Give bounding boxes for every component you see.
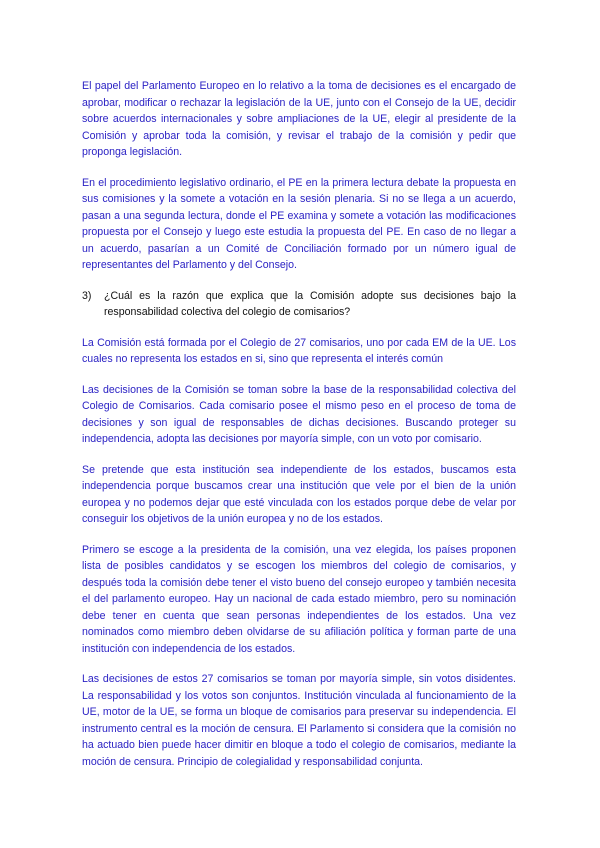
question-number: 3) bbox=[82, 289, 92, 302]
paragraph-commission-composition: La Comisión está formada por el Colegio de 27 comisarios, uno por cada EM de la UE. Los cuales no representa los estados en si, sino que representa el interés común bbox=[82, 336, 516, 365]
paragraph-independence: Se pretende que esta institución sea independiente de los estados, buscamos esta independencia porque buscamos crear una institución que vele por el bien de la unión europea y no podemos dejar que esté vinculada con los estados porque debe de velar por conseguir los objetivos de la unión europea y no de los estados. bbox=[82, 463, 516, 525]
paragraph-decision-making: Las decisiones de estos 27 comisarios se toman por mayoría simple, sin votos disidentes. La responsabilidad y los votos son conjuntos. Institución vinculada al funcionamiento de la UE, motor de la UE, se forma un bloque de comisarios para preservar su independencia. El instrumento central es la moción de censura. El Parlamento si considera que la comisión no ha actuado bien puede hacer dimitir en bloque a todo el colegio de comisarios, mediante la moción de censura. Principio de colegialidad y responsabilidad conjunta. bbox=[82, 673, 516, 768]
document-page bbox=[82, 78, 516, 770]
question-text: ¿Cuál es la razón que explica que la Comisión adopte sus decisiones bajo la responsabilidad colectiva del colegio de comisarios? bbox=[104, 289, 516, 318]
question-item bbox=[82, 288, 516, 321]
paragraph-collective-responsibility: Las decisiones de la Comisión se toman sobre la base de la responsabilidad colectiva del Colegio de Comisarios. Cada comisario posee el mismo peso en el proceso de toma de decisiones y son igual de responsables de dichas decisiones. Buscando proteger su independencia, adopta las decisiones por mayoría simple, con un voto por comisario. bbox=[82, 383, 516, 445]
paragraph-legislative-procedure: En el procedimiento legislativo ordinario, el PE en la primera lectura debate la propuesta en sus comisiones y la somete a votación en la sesión plenaria. Si no se llega a un acuerdo, pasan a una segunda lectura, donde el PE examina y somete a votación las modificaciones propuesta por el Consejo y luego este estudia la propuesta del PE. En caso de no llegar a un acuerdo, pasarían a un Comité de Conciliación formado por un número igual de representantes del Parlamento y del Consejo. bbox=[82, 176, 516, 271]
paragraph-parliament-role: El papel del Parlamento Europeo en lo relativo a la toma de decisiones es el encargado de aprobar, modificar o rechazar la legislación de la UE, junto con el Consejo de la UE, decidir sobre acuerdos internacionales y sobre ampliaciones de la UE, elegir al presidente de la Comisión y aprobar toda la comisión, y revisar el trabajo de la comisión y pedir que proponga legislación. bbox=[82, 80, 516, 158]
paragraph-appointment-process: Primero se escoge a la presidenta de la comisión, una vez elegida, los países proponen lista de posibles candidatos y se escogen los miembros del colegio de comisarios, y después toda la comisión debe tener el visto bueno del consejo europeo y también necesita el del parlamento europeo. Hay un nacional de cada estado miembro, pero su nominación debe tener en cuenta que sean personas independientes de los estados. Una vez nominados como miembro deben olvidarse de su afiliación política y forman parte de una institución con independencia de los estados. bbox=[82, 543, 516, 655]
